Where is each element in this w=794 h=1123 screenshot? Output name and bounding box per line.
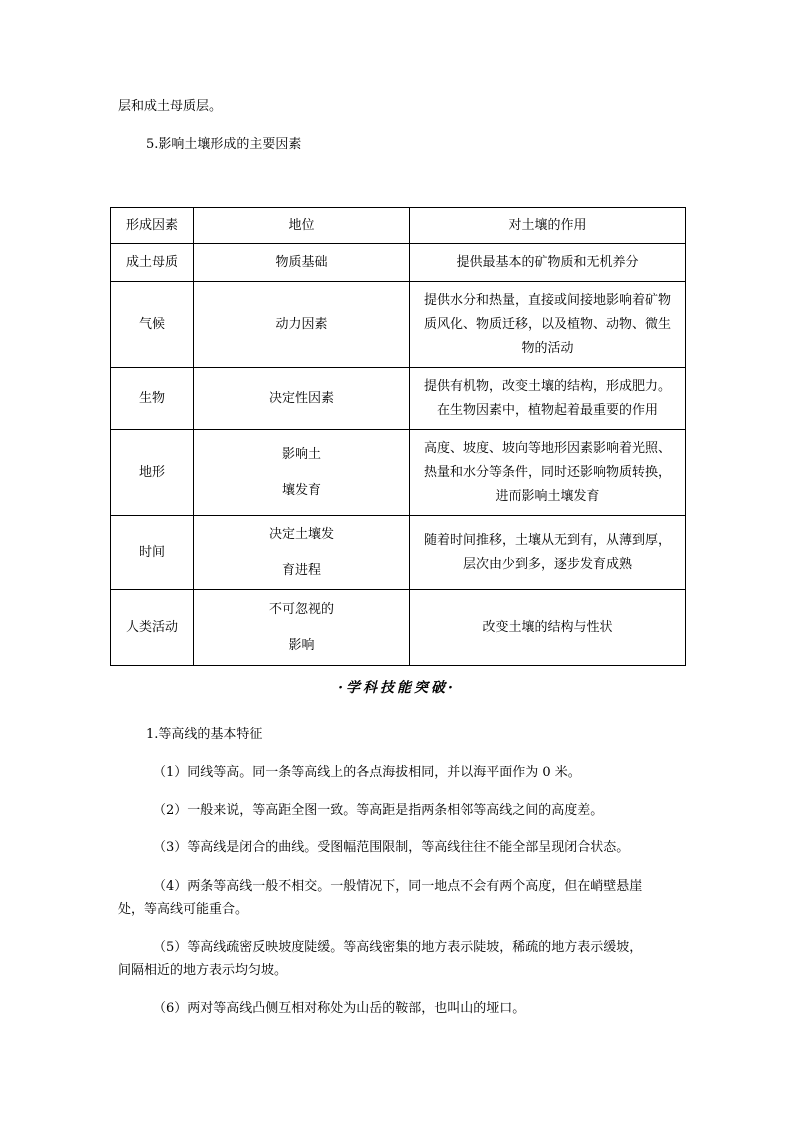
factor-cell: 成土母质 [111, 244, 194, 282]
table-row [111, 590, 686, 666]
paragraph-6: （6）两对等高线凸侧互相对称处为山岳的鞍部，也叫山的垭口。 [153, 1001, 526, 1016]
soil-factors-table [110, 207, 686, 666]
paragraph-3: （3）等高线是闭合的曲线。受图幅范围限制，等高线往往不能全部呈现闭合状态。 [153, 840, 630, 855]
effect-line: 在生物因素中，植物起着最重要的作用 [436, 402, 658, 418]
section-title: ·学科技能突破· [338, 680, 456, 696]
paragraph-2: （2）一般来说，等高距全图一致。等高距是指两条相邻等高线之间的高度差。 [153, 803, 604, 818]
table-row [111, 516, 686, 590]
effect-cell [410, 368, 686, 430]
status-cell [194, 516, 410, 590]
effect-line: 进而影响土壤发育 [495, 488, 600, 504]
effect-cell [410, 430, 686, 516]
factor-cell: 人类活动 [111, 590, 194, 666]
table-header-row [111, 208, 686, 244]
effect-cell: 改变土壤的结构与性状 [410, 590, 686, 666]
table-heading: 5.影响土壤形成的主要因素 [146, 137, 302, 152]
paragraph-5-line-2: 间隔相近的地方表示均匀坡。 [118, 963, 288, 978]
effect-line: 随着时间推移，土壤从无到有，从薄到厚， [423, 532, 671, 548]
factor-cell: 气候 [111, 282, 194, 368]
effect-line: 层次由少到多，逐步发育成熟 [462, 556, 632, 572]
status-cell: 动力因素 [194, 282, 410, 368]
effect-cell: 提供最基本的矿物质和无机养分 [410, 244, 686, 282]
table-row [111, 430, 686, 516]
effect-line: 物的活动 [521, 340, 574, 356]
status-line: 影响 [288, 637, 315, 653]
paragraph-4-line-2: 处，等高线可能重合。 [118, 902, 249, 917]
effect-line: 热量和水分等条件，同时还影响物质转换， [423, 464, 671, 480]
status-cell: 物质基础 [194, 244, 410, 282]
status-line: 育进程 [281, 562, 321, 578]
paragraph-5-line-1: （5）等高线疏密反映坡度陡缓。等高线密集的地方表示陡坡，稀疏的地方表示缓坡， [153, 940, 643, 955]
status-cell: 决定性因素 [194, 368, 410, 430]
factor-cell: 地形 [111, 430, 194, 516]
table-row [111, 368, 686, 430]
effect-cell [410, 516, 686, 590]
factor-cell: 生物 [111, 368, 194, 430]
header-factor: 形成因素 [111, 208, 194, 244]
effect-line: 提供水分和热量，直接或间接地影响着矿物 [423, 292, 671, 308]
status-line: 影响土 [281, 446, 321, 462]
header-status: 地位 [194, 208, 410, 244]
status-line: 决定土壤发 [268, 526, 334, 542]
table-row [111, 244, 686, 282]
paragraph-4-line-1: （4）两条等高线一般不相交。一般情况下，同一地点不会有两个高度，但在峭壁悬崖 [153, 879, 643, 894]
table-row [111, 282, 686, 368]
effect-line: 提供有机物，改变土壤的结构，形成肥力。 [423, 378, 671, 394]
effect-line: 高度、坡度、坡向等地形因素影响着光照、 [423, 440, 671, 456]
factor-cell: 时间 [111, 516, 194, 590]
effect-line: 质风化、物质迁移，以及植物、动物、微生 [423, 316, 671, 332]
status-cell [194, 430, 410, 516]
effect-cell [410, 282, 686, 368]
status-cell [194, 590, 410, 666]
paragraph-1: （1）同线等高。同一条等高线上的各点海拔相同，并以海平面作为 0 米。 [153, 765, 581, 780]
status-line: 壤发育 [281, 482, 321, 498]
intro-text: 层和成土母质层。 [118, 99, 223, 114]
section-subheading: 1.等高线的基本特征 [146, 727, 263, 742]
header-effect: 对土壤的作用 [410, 208, 686, 244]
status-line: 不可忽视的 [268, 601, 334, 617]
